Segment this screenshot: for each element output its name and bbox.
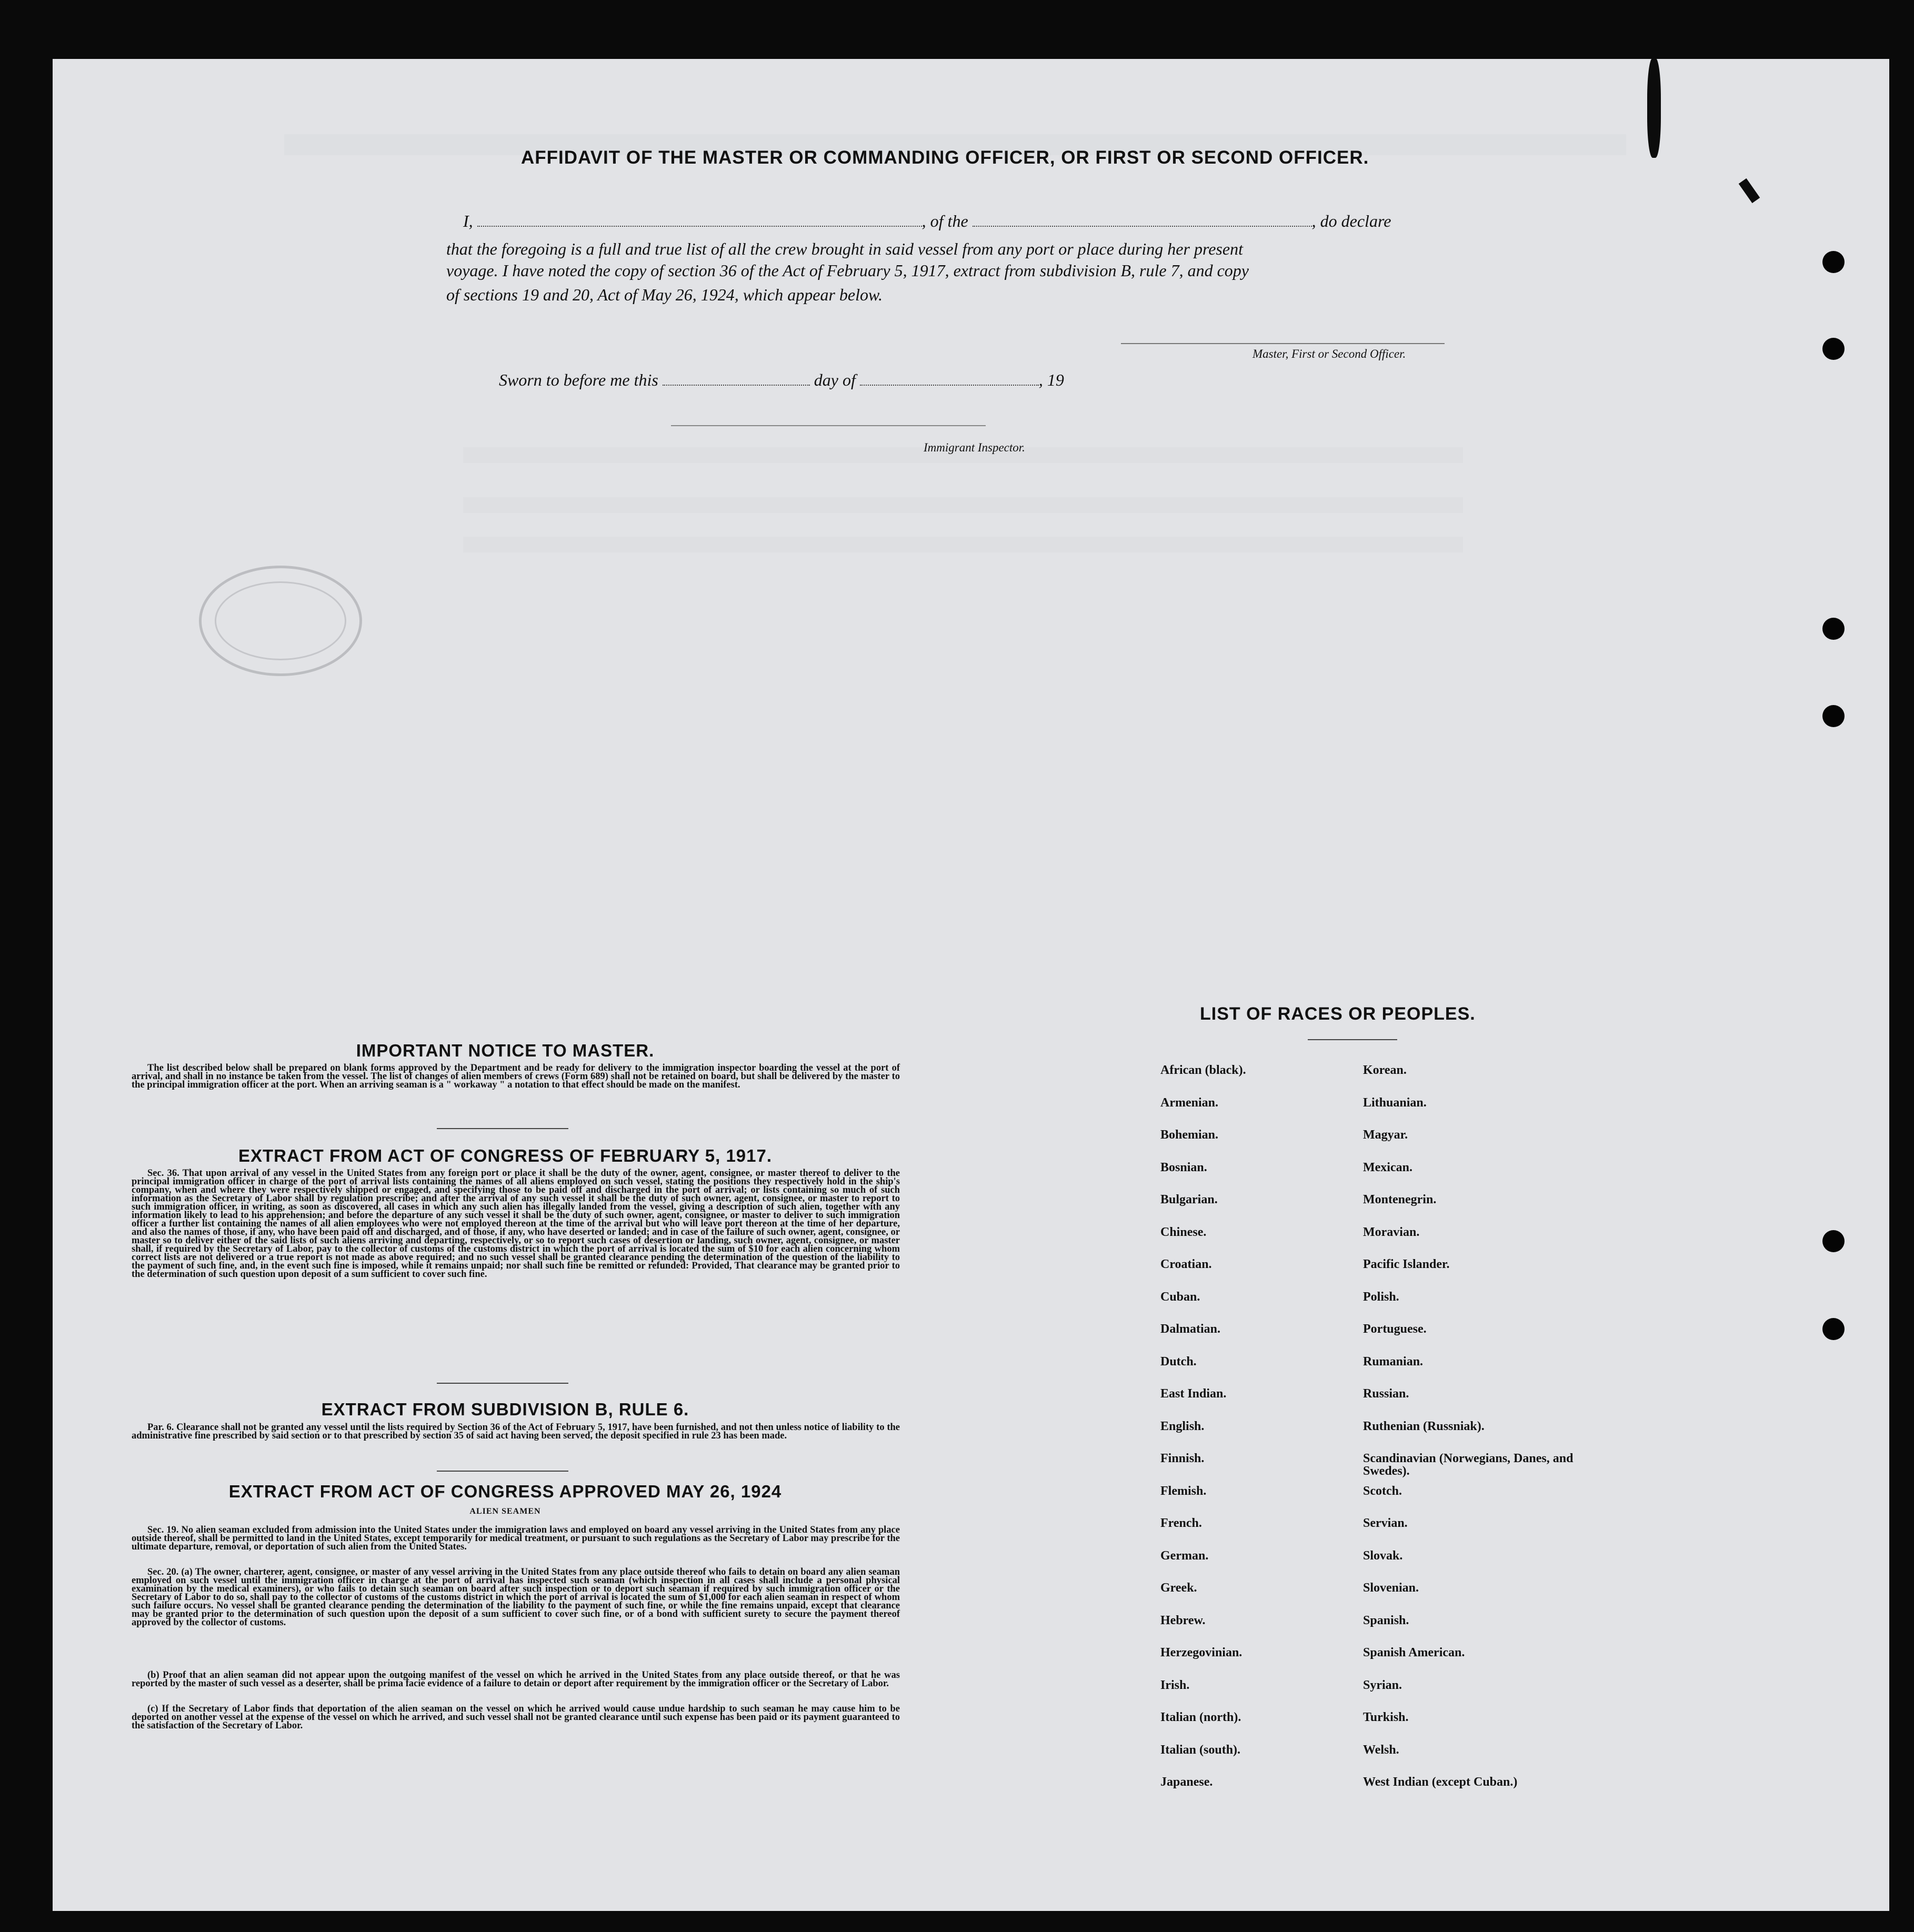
master-signature-caption: Master, First or Second Officer. bbox=[1252, 347, 1406, 360]
race-item: African (black). bbox=[1160, 1063, 1246, 1077]
race-item: French. bbox=[1160, 1516, 1202, 1530]
notice-text: The list described below shall be prepared on blank forms approved by the Department and be ready for delivery to the immigration inspector boarding the vessel at the port of arrival, and shall in no instance be taken from the vessel. The list of changes of alien members of crews (Form 689) shall not be retained on board, but shall be delivered by the master to the principal immigration officer at the port. When an arriving seaman is a " workaway " a notation to that effect should be made on the manifest. bbox=[132, 1063, 900, 1090]
race-item: East Indian. bbox=[1160, 1387, 1227, 1401]
race-item: Magyar. bbox=[1363, 1128, 1408, 1142]
race-item: Hebrew. bbox=[1160, 1613, 1206, 1627]
punch-hole bbox=[1822, 251, 1845, 273]
race-item: Pacific Islander. bbox=[1363, 1257, 1450, 1271]
race-item: Scandinavian (Norwegians, Danes, and Swedes). bbox=[1363, 1452, 1574, 1478]
day-of-label: day of bbox=[814, 370, 856, 389]
rule-6-text: Par. 6. Clearance shall not be granted any vessel until the lists required by Section 36 of the Act of February 5, 1917, have been furnished, and not then unless notice of liability to the administrative fine prescribed by said section or to that prescribed by section 35 of said act having been served, the deposit specified in rule 23 has been made. bbox=[132, 1422, 900, 1441]
race-item: Bosnian. bbox=[1160, 1160, 1207, 1174]
race-item: Syrian. bbox=[1363, 1678, 1402, 1692]
race-item: Scotch. bbox=[1363, 1484, 1402, 1498]
race-item: Japanese. bbox=[1160, 1775, 1213, 1789]
race-item: Moravian. bbox=[1363, 1225, 1420, 1239]
sec-20c-text: (c) If the Secretary of Labor finds that deportation of the alien seaman on the vessel on which he arrived would cause undue hardship to such seaman he may cause him to be deported on another vessel at the expense of the vessel on which he arrived, and such vessel shall not be granted clearance until such expense has been paid or its payment guaranteed to the satisfaction of the Secretary of Labor. bbox=[132, 1704, 900, 1731]
race-item: Cuban. bbox=[1160, 1290, 1200, 1304]
alien-seamen-subtitle: ALIEN SEAMEN bbox=[469, 1507, 541, 1516]
declarant-label: I, bbox=[463, 212, 473, 230]
extract-1917-text: Sec. 36. That upon arrival of any vessel in the United States from any foreign port or place it shall be the duty of the owner, agent, consignee, or master thereof to deliver to the principal immigration officer in charge of the port of arrival lists containing the names of all aliens employed on such vessel, stating the positions they respectively hold in the ship's company, when and where they were respectively shipped or engaged, and specifying those to be paid off and discharged in the port of arrival; or lists containing so much of such information as the Secretary of Labor shall by regulation prescribe; and after the arrival of any such vessel it shall be the duty of such owner, agent, consignee, or master to report to such immigration officer, in writing, as soon as discovered, all cases in which any such alien has illegally landed from the vessel, giving a description of such alien, together with any information likely to lead to his apprehension; and before the departure of any such vessel it shall be the duty of such owner, agent, consignee, or master to deliver to such immigration officer a further list containing the names of all alien employees who were not employed thereon at the time of the arrival but who will leave port thereon at the time of her departure, and also the names of those, if any, who have been paid off and discharged, and of those, if any, who have deserted or landed; and in case of the failure of such owner, agent, consignee, or master so to deliver either of the said lists of such aliens arriving and departing, respectively, or so to report such cases of desertion or landing, such owner, agent, consignee, or master shall, if required by the Secretary of Labor, pay to the collector of customs of the customs district in which the port of arrival is located the sum of $10 for each alien concerning whom correct lists are not delivered or a true report is not made as above required; and no such vessel shall be granted clearance pending the determination of the question of the liability to the payment of such fine, and, in the event such fine is imposed, while it remains unpaid; nor shall such fine be remitted or refunded: Provided, That clearance may be granted prior to the determination of such question upon deposit of a sum sufficient to cover such fine. bbox=[132, 1168, 900, 1280]
punch-hole bbox=[1822, 618, 1845, 640]
sworn-day-field[interactable] bbox=[663, 385, 810, 386]
punch-hole bbox=[1822, 1318, 1845, 1340]
races-right-column bbox=[1363, 1064, 1584, 1808]
faded-stamp bbox=[199, 566, 362, 676]
extract-1924-title: EXTRACT FROM ACT OF CONGRESS APPROVED MAY 26, 1924 bbox=[228, 1482, 782, 1501]
declare-label: , do declare bbox=[1311, 212, 1391, 230]
inspector-caption: Immigrant Inspector. bbox=[924, 441, 1025, 454]
races-left-column bbox=[1160, 1064, 1350, 1808]
race-item: Bulgarian. bbox=[1160, 1193, 1218, 1206]
race-item: Slovenian. bbox=[1363, 1581, 1419, 1595]
race-item: Polish. bbox=[1363, 1290, 1399, 1304]
extract-1917-title: EXTRACT FROM ACT OF CONGRESS OF FEBRUARY 5, 1917. bbox=[238, 1146, 773, 1165]
vessel-name-field[interactable] bbox=[973, 226, 1312, 227]
race-item: Slovak. bbox=[1363, 1548, 1403, 1563]
race-item: West Indian (except Cuban.) bbox=[1363, 1775, 1518, 1789]
race-item: Portuguese. bbox=[1363, 1322, 1427, 1336]
affidavit-line-3: voyage. I have noted the copy of section 36 of the Act of February 5, 1917, extract from subdivision B, rule 7, and copy bbox=[446, 261, 1249, 280]
races-title: LIST OF RACES OR PEOPLES. bbox=[1200, 1004, 1476, 1024]
race-item: Irish. bbox=[1160, 1678, 1190, 1692]
race-item: Spanish. bbox=[1363, 1613, 1409, 1627]
race-item: Croatian. bbox=[1160, 1257, 1212, 1271]
sworn-line bbox=[499, 370, 1064, 390]
divider bbox=[437, 1383, 568, 1384]
vessel-label: , of the bbox=[921, 212, 968, 230]
punch-hole bbox=[1822, 338, 1845, 360]
bleed-through-row bbox=[463, 497, 1463, 513]
notice-title: IMPORTANT NOTICE TO MASTER. bbox=[356, 1041, 655, 1060]
sworn-label: Sworn to before me this bbox=[499, 370, 658, 389]
punch-hole bbox=[1822, 1230, 1845, 1252]
race-item: Mexican. bbox=[1363, 1160, 1412, 1174]
race-item: Finnish. bbox=[1160, 1452, 1205, 1465]
race-item: Italian (south). bbox=[1160, 1743, 1241, 1757]
declarant-name-field[interactable] bbox=[477, 226, 922, 227]
sworn-month-field[interactable] bbox=[860, 385, 1039, 386]
race-item: Russian. bbox=[1363, 1387, 1409, 1401]
race-item: Greek. bbox=[1160, 1581, 1197, 1595]
race-item: Rumanian. bbox=[1363, 1354, 1424, 1368]
race-item: Dutch. bbox=[1160, 1354, 1197, 1368]
race-item: Lithuanian. bbox=[1363, 1095, 1427, 1110]
document-page bbox=[53, 59, 1889, 1911]
master-signature-line[interactable] bbox=[1121, 343, 1445, 344]
divider bbox=[437, 1471, 568, 1472]
sec-20a-text: Sec. 20. (a) The owner, charterer, agent, consignee, or master of any vessel arriving in the United States from any place outside thereof who fails to detain on board any alien seaman employed on such vessel until the immigration officer in charge at the port of arrival has inspected such seaman (which inspection in all cases shall include a personal physical examination by the medical examiners), or who fails to detain such seaman on board after such inspection or to deport such seaman if required by such immigration officer or the Secretary of Labor to do so, shall pay to the collector of customs of the customs district in which the port of arrival is located the sum of $1,000 for each alien seaman in respect of whom such failure occurs. No vessel shall be granted clearance pending the determination of the liability to the payment of such fine, or while the fine remains unpaid, except that clearance may be granted prior to the determination of such question upon the deposit of a sum sufficient to cover such fine, or of a bond with sufficient surety to secure the payment thereof approved by the collector of customs. bbox=[132, 1567, 900, 1628]
affidavit-line-2: that the foregoing is a full and true list of all the crew brought in said vessel from any port or place during her present bbox=[446, 239, 1243, 258]
race-item: English. bbox=[1160, 1419, 1205, 1433]
affidavit-line-4: of sections 19 and 20, Act of May 26, 1924, which appear below. bbox=[446, 285, 883, 304]
race-item: Flemish. bbox=[1160, 1484, 1207, 1498]
sec-19-text: Sec. 19. No alien seaman excluded from admission into the United States under the immigration laws and employed on board any vessel arriving in the United States from any place outside thereof, shall be permitted to land in the United States, except temporarily for medical treatment, or pursuant to such regulations as the Secretary of Labor may prescribe for the ultimate departure, removal, or deportation of such alien from the United States. bbox=[132, 1525, 900, 1552]
divider bbox=[437, 1128, 568, 1129]
affidavit-line-1 bbox=[463, 212, 1391, 231]
affidavit-title: AFFIDAVIT OF THE MASTER OR COMMANDING OFFICER, OR FIRST OR SECOND OFFICER. bbox=[521, 147, 1369, 168]
race-item: Italian (north). bbox=[1160, 1710, 1241, 1724]
inspector-signature-line[interactable] bbox=[671, 425, 986, 426]
sec-20b-text: (b) Proof that an alien seaman did not appear upon the outgoing manifest of the vessel on which he arrived in the United States from any place outside thereof, or that he was reported by the master of such vessel as a deserter, shall be prima facie evidence of a failure to detain or deport after requirement by the immigration officer or the Secretary of Labor. bbox=[132, 1670, 900, 1689]
race-item: Armenian. bbox=[1160, 1095, 1218, 1110]
race-item: Welsh. bbox=[1363, 1743, 1399, 1757]
punch-hole bbox=[1822, 705, 1845, 727]
rule-6-title: EXTRACT FROM SUBDIVISION B, RULE 6. bbox=[321, 1400, 689, 1419]
race-item: Bohemian. bbox=[1160, 1128, 1219, 1142]
race-item: Korean. bbox=[1363, 1063, 1407, 1077]
race-item: Servian. bbox=[1363, 1516, 1408, 1530]
race-item: Turkish. bbox=[1363, 1710, 1409, 1724]
divider bbox=[1308, 1039, 1397, 1040]
race-item: Spanish American. bbox=[1363, 1646, 1465, 1659]
race-item: Herzegovinian. bbox=[1160, 1646, 1242, 1659]
race-item: Chinese. bbox=[1160, 1225, 1207, 1239]
race-item: Ruthenian (Russniak). bbox=[1363, 1419, 1485, 1433]
race-item: Montenegrin. bbox=[1363, 1193, 1437, 1206]
year-label: , 19 bbox=[1038, 370, 1064, 389]
bleed-through-row bbox=[463, 537, 1463, 552]
race-item: German. bbox=[1160, 1548, 1209, 1563]
race-item: Dalmatian. bbox=[1160, 1322, 1220, 1336]
page-tear-mark bbox=[1647, 58, 1661, 158]
